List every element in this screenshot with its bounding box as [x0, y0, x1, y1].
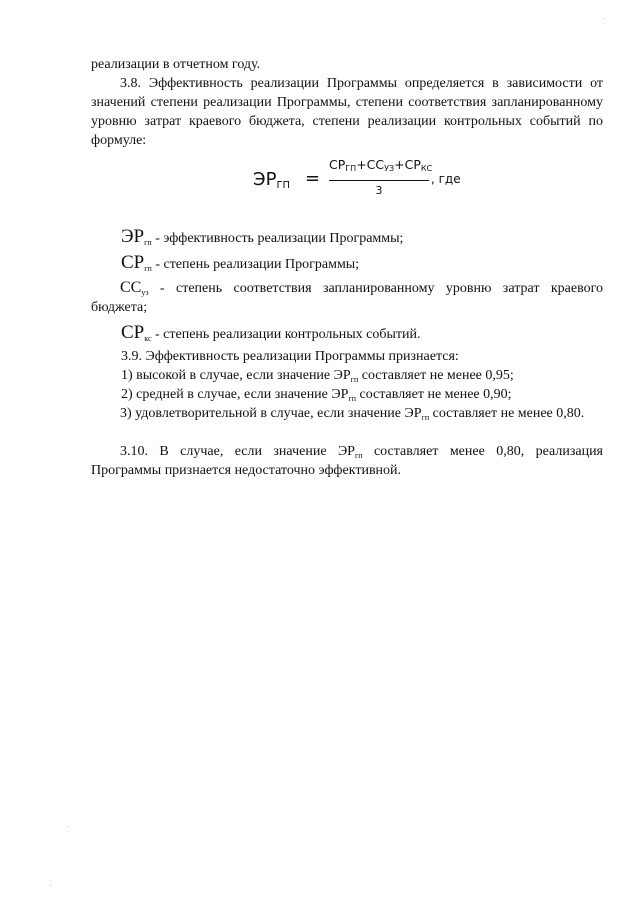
definition-er-gp: $ЭР_{гп}$ - эффективность реализации Программы; — [121, 226, 404, 247]
scan-speck — [67, 826, 68, 827]
definition-sr-gp: $СР_{гп}$ - степень реализации Программы; — [121, 252, 360, 273]
scan-speck — [603, 18, 604, 19]
list-item-high: 1) высокой в случае, если значение $ЭР_{гп}$ составляет не менее 0,95; — [121, 368, 514, 384]
paragraph-3-10: 3.10. В случае, если значение $ЭР_{гп}$ составляет менее 0,80, реализация Программы признается недостаточно эффективной. — [91, 444, 603, 478]
list-item-medium: 2) средней в случае, если значение $ЭР_{гп}$ составляет не менее 0,90; — [121, 387, 512, 403]
fraction-bar — [329, 180, 429, 181]
paragraph-3-8: 3.8. Эффективность реализации Программы определяется в зависимости от значений степени реализации Программы, степени соответствия запланированному уровню затрат краевого бюджета, степени реализации контрольных событий по формуле: — [91, 76, 603, 148]
formula-numerator: $СР_{ГП}+СС_{УЗ}+СР_{КС}$ — [329, 157, 433, 173]
definition-ss-uz: $СС_{уз}$ - степень соответствия запланированному уровню затрат краевого бюджета; — [91, 279, 603, 315]
formula-tail: , где — [431, 172, 461, 186]
scan-speck — [50, 885, 51, 886]
formula-lhs: $ЭР_{ГП}$ — [253, 169, 291, 191]
formula-fraction — [329, 157, 433, 198]
paragraph-3-9: 3.9. Эффективность реализации Программы признается: — [121, 349, 459, 364]
paragraph-continuation: реализации в отчетном году. — [91, 57, 261, 72]
efficiency-formula — [253, 157, 513, 205]
formula-equals: = — [305, 168, 321, 189]
formula-denominator: 3 — [375, 184, 383, 197]
definition-sr-ks: $СР_{кс}$ - степень реализации контрольных событий. — [121, 322, 421, 343]
list-item-satisfactory: 3) удовлетворительной в случае, если значение $ЭР_{гп}$ составляет не менее 0,80. — [120, 406, 585, 422]
